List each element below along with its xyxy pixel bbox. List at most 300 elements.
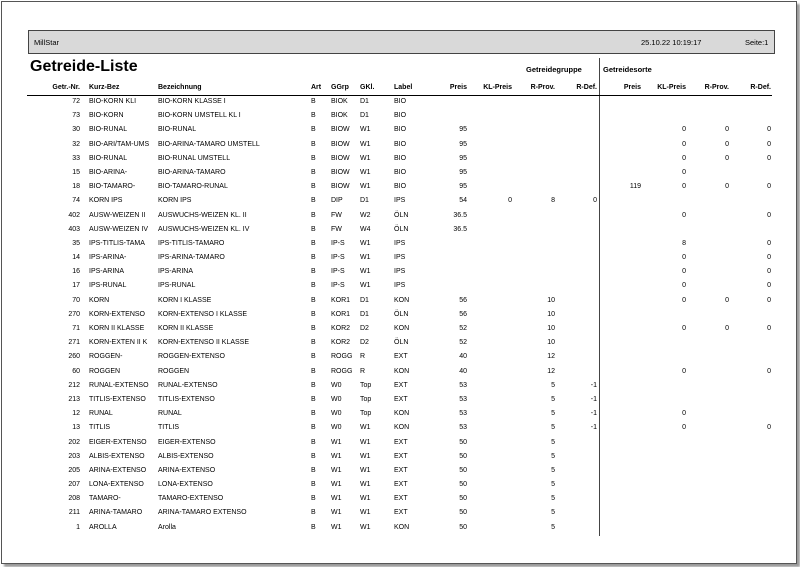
print-datetime: 25.10.22 10:19:17: [641, 38, 702, 47]
cell-r-prov: 5: [551, 495, 555, 503]
cell-kurz: IPS-TITLIS-TAMA: [89, 239, 145, 247]
cell-r-prov: 5: [551, 395, 555, 403]
cell-sorte-preis: 119: [629, 183, 641, 191]
cell-gkl: W4: [360, 225, 371, 233]
cell-ggrp: W1: [331, 481, 342, 489]
cell-preis: 95: [459, 126, 467, 134]
cell-sorte-r-prov: 0: [725, 296, 729, 304]
cell-preis: 53: [459, 395, 467, 403]
cell-ggrp: DIP: [331, 197, 343, 205]
cell-r-prov: 12: [547, 353, 555, 361]
cell-nr: 32: [72, 140, 80, 148]
cell-art: B: [311, 395, 316, 403]
cell-art: B: [311, 381, 316, 389]
cell-bez: IPS-ARINA: [158, 268, 194, 276]
cell-art: B: [311, 509, 316, 517]
cell-preis: 56: [459, 310, 467, 318]
cell-label: EXT: [394, 381, 408, 389]
cell-sorte-kl-preis: 0: [682, 410, 686, 418]
cell-nr: 202: [68, 438, 80, 446]
cell-ggrp: BIOW: [331, 168, 350, 176]
cell-art: B: [311, 438, 316, 446]
table-row: [0, 265, 800, 279]
table-row: [0, 379, 800, 393]
cell-ggrp: KOR2: [331, 339, 351, 347]
cell-nr: 205: [68, 466, 80, 474]
cell-sorte-r-def: 0: [767, 367, 771, 375]
cell-kurz: TITLIS-EXTENSO: [89, 395, 146, 403]
cell-bez: IPS-RUNAL: [158, 282, 196, 290]
cell-r-prov: 5: [551, 410, 555, 418]
cell-gkl: Top: [360, 395, 372, 403]
cell-label: IPS: [394, 197, 406, 205]
cell-art: B: [311, 466, 316, 474]
table-row: [0, 365, 800, 379]
table-row: [0, 308, 800, 322]
cell-preis: 95: [459, 168, 467, 176]
cell-ggrp: KOR1: [331, 310, 351, 318]
col-header-sorte-kl-preis: KL-Preis: [657, 84, 686, 91]
cell-label: KON: [394, 367, 410, 375]
cell-sorte-kl-preis: 0: [682, 268, 686, 276]
cell-r-prov: 10: [547, 310, 555, 318]
col-header-sorte-preis: Preis: [623, 84, 641, 91]
cell-label: BIO: [394, 168, 407, 176]
cell-gkl: R: [360, 353, 366, 361]
cell-bez: AUSWUCHS-WEIZEN KL. IV: [158, 225, 250, 233]
cell-label: IPS: [394, 254, 406, 262]
cell-sorte-kl-preis: 0: [682, 325, 686, 332]
cell-label: BIO: [394, 126, 407, 134]
cell-gkl: D2: [360, 325, 369, 332]
cell-ggrp: ROGG: [331, 367, 353, 375]
cell-gkl: W1: [360, 140, 371, 148]
cell-nr: 12: [72, 410, 80, 418]
cell-nr: 13: [72, 424, 80, 432]
table-row: [0, 138, 800, 152]
table-row: [0, 123, 800, 137]
cell-bez: BIO-ARINA-TAMARO UMSTELL: [158, 140, 260, 148]
cell-sorte-r-def: 0: [767, 254, 771, 262]
cell-bez: TITLIS-EXTENSO: [158, 395, 215, 403]
cell-kurz: BIO-RUNAL: [89, 126, 128, 134]
cell-kurz: BIO-KORN KLI: [89, 98, 137, 105]
cell-art: B: [311, 225, 316, 233]
cell-sorte-kl-preis: 0: [682, 282, 686, 290]
cell-ggrp: ROGG: [331, 353, 353, 361]
cell-r-prov: 10: [547, 339, 555, 347]
cell-preis: 53: [459, 381, 467, 389]
cell-gkl: W1: [360, 126, 371, 134]
cell-nr: 72: [72, 98, 80, 105]
cell-sorte-r-def: 0: [767, 296, 771, 304]
cell-ggrp: BIOW: [331, 154, 350, 162]
cell-label: KON: [394, 325, 410, 332]
cell-bez: BIO-TAMARO-RUNAL: [158, 183, 228, 191]
cell-preis: 40: [459, 367, 467, 375]
cell-ggrp: W1: [331, 466, 342, 474]
cell-label: KON: [394, 523, 410, 531]
cell-kurz: BIO-KORN: [89, 112, 124, 120]
cell-label: EXT: [394, 495, 408, 503]
cell-preis: 50: [459, 452, 467, 460]
cell-kurz: AUSW-WEIZEN II: [89, 211, 146, 219]
cell-ggrp: BIOW: [331, 183, 350, 191]
cell-sorte-r-def: 0: [767, 325, 771, 332]
cell-bez: ROGGEN-EXTENSO: [158, 353, 225, 361]
cell-kl-preis: 0: [508, 197, 512, 205]
cell-preis: 36.5: [453, 225, 467, 233]
col-header-r-def: R-Def.: [576, 84, 597, 91]
cell-preis: 50: [459, 509, 467, 517]
cell-sorte-kl-preis: 0: [682, 126, 686, 134]
cell-art: B: [311, 140, 316, 148]
table-row: [0, 109, 800, 123]
table-row: [0, 294, 800, 308]
cell-bez: RUNAL-EXTENSO: [158, 381, 218, 389]
cell-art: B: [311, 183, 316, 191]
cell-kurz: BIO-ARI/TAM-UMS: [89, 140, 150, 148]
cell-nr: 203: [68, 452, 80, 460]
cell-r-prov: 5: [551, 424, 555, 432]
cell-ggrp: W0: [331, 424, 342, 432]
cell-preis: 52: [459, 325, 467, 332]
cell-label: EXT: [394, 438, 408, 446]
cell-label: BIO: [394, 154, 407, 162]
cell-nr: 212: [68, 381, 80, 389]
cell-kurz: BIO-RUNAL: [89, 154, 128, 162]
cell-gkl: R: [360, 367, 366, 375]
cell-label: ÖLN: [394, 339, 409, 347]
table-row: [0, 506, 800, 520]
cell-bez: KORN-EXTENSO II KLASSE: [158, 339, 250, 347]
cell-preis: 50: [459, 495, 467, 503]
cell-kurz: KORN: [89, 296, 110, 304]
cell-r-def: -1: [590, 381, 597, 389]
cell-art: B: [311, 495, 316, 503]
table-row: [0, 95, 800, 109]
cell-sorte-r-prov: 0: [725, 183, 729, 191]
col-header-kurz: Kurz-Bez: [89, 84, 120, 91]
cell-gkl: W1: [360, 466, 371, 474]
cell-art: B: [311, 310, 316, 318]
cell-preis: 95: [459, 154, 467, 162]
cell-r-prov: 5: [551, 381, 555, 389]
cell-bez: ARINA-EXTENSO: [158, 466, 216, 474]
cell-bez: IPS-TITLIS-TAMARO: [158, 239, 225, 247]
table-row: [0, 464, 800, 478]
cell-sorte-kl-preis: 8: [682, 239, 686, 247]
cell-art: B: [311, 296, 316, 304]
cell-art: B: [311, 424, 316, 432]
cell-kurz: BIO-TAMARO-: [89, 183, 136, 191]
cell-preis: 54: [459, 197, 467, 205]
cell-sorte-kl-preis: 0: [682, 211, 686, 219]
cell-label: IPS: [394, 239, 406, 247]
cell-art: B: [311, 126, 316, 134]
cell-bez: BIO-RUNAL UMSTELL: [158, 154, 231, 162]
cell-sorte-r-def: 0: [767, 239, 771, 247]
table-row: [0, 450, 800, 464]
cell-sorte-r-def: 0: [767, 268, 771, 276]
table-row: [0, 279, 800, 293]
cell-ggrp: FW: [331, 211, 342, 219]
cell-bez: KORN-EXTENSO I KLASSE: [158, 310, 248, 318]
cell-kurz: TITLIS: [89, 424, 111, 432]
cell-nr: 402: [68, 211, 80, 219]
cell-gkl: D2: [360, 339, 369, 347]
cell-preis: 50: [459, 438, 467, 446]
table-row: [0, 350, 800, 364]
cell-art: B: [311, 112, 316, 120]
cell-r-prov: 10: [547, 296, 555, 304]
cell-bez: KORN IPS: [158, 197, 192, 205]
cell-art: B: [311, 154, 316, 162]
cell-nr: 207: [68, 481, 80, 489]
cell-kurz: AUSW-WEIZEN IV: [89, 225, 148, 233]
cell-gkl: D1: [360, 98, 369, 105]
cell-preis: 53: [459, 410, 467, 418]
cell-r-prov: 5: [551, 523, 555, 531]
cell-label: IPS: [394, 268, 406, 276]
cell-nr: 18: [72, 183, 80, 191]
col-header-r-prov: R-Prov.: [530, 84, 555, 91]
cell-kurz: ARINA-TAMARO: [89, 509, 143, 517]
cell-r-def: -1: [590, 410, 597, 418]
cell-label: EXT: [394, 509, 408, 517]
cell-label: BIO: [394, 140, 407, 148]
cell-label: EXT: [394, 466, 408, 474]
cell-ggrp: W0: [331, 395, 342, 403]
cell-r-prov: 5: [551, 438, 555, 446]
cell-nr: 74: [72, 197, 80, 205]
cell-art: B: [311, 452, 316, 460]
cell-sorte-r-prov: 0: [725, 126, 729, 134]
cell-gkl: W1: [360, 481, 371, 489]
cell-preis: 40: [459, 353, 467, 361]
cell-sorte-kl-preis: 0: [682, 154, 686, 162]
cell-preis: 95: [459, 183, 467, 191]
cell-art: B: [311, 481, 316, 489]
cell-ggrp: W1: [331, 452, 342, 460]
cell-bez: AUSWUCHS-WEIZEN KL. II: [158, 211, 247, 219]
cell-bez: RUNAL: [158, 410, 182, 418]
cell-label: BIO: [394, 112, 407, 120]
page-number: Seite:1: [745, 38, 769, 47]
cell-ggrp: W1: [331, 523, 342, 531]
cell-gkl: W1: [360, 495, 371, 503]
col-header-art: Art: [311, 84, 322, 91]
cell-ggrp: W0: [331, 410, 342, 418]
cell-preis: 95: [459, 140, 467, 148]
cell-bez: ALBIS-EXTENSO: [158, 452, 214, 460]
cell-nr: 33: [72, 154, 80, 162]
cell-ggrp: IP-S: [331, 239, 345, 247]
cell-nr: 30: [72, 126, 80, 134]
cell-kurz: KORN II KLASSE: [89, 325, 145, 332]
cell-kurz: AROLLA: [89, 523, 117, 531]
cell-sorte-r-def: 0: [767, 282, 771, 290]
cell-gkl: W1: [360, 239, 371, 247]
cell-bez: IPS-ARINA-TAMARO: [158, 254, 225, 262]
col-header-ggrp: GGrp: [331, 84, 349, 91]
table-row: [0, 180, 800, 194]
cell-ggrp: W1: [331, 509, 342, 517]
cell-bez: ARINA-TAMARO EXTENSO: [158, 509, 247, 517]
cell-sorte-kl-preis: 0: [682, 367, 686, 375]
cell-art: B: [311, 410, 316, 418]
table-row: [0, 251, 800, 265]
table-row: [0, 223, 800, 237]
cell-art: B: [311, 325, 316, 332]
cell-gkl: W1: [360, 523, 371, 531]
cell-kurz: KORN-EXTENSO: [89, 310, 146, 318]
cell-sorte-r-def: 0: [767, 154, 771, 162]
cell-r-prov: 5: [551, 452, 555, 460]
cell-bez: ROGGEN: [158, 367, 190, 375]
cell-gkl: Top: [360, 410, 372, 418]
cell-sorte-r-def: 0: [767, 424, 771, 432]
cell-label: EXT: [394, 395, 408, 403]
cell-label: ÖLN: [394, 225, 409, 233]
cell-bez: LONA-EXTENSO: [158, 481, 213, 489]
cell-kurz: ROGGEN-: [89, 353, 123, 361]
col-header-sorte-r-prov: R-Prov.: [704, 84, 729, 91]
cell-r-prov: 5: [551, 466, 555, 474]
cell-kurz: RUNAL-EXTENSO: [89, 381, 149, 389]
cell-gkl: W1: [360, 424, 371, 432]
cell-kurz: ARINA-EXTENSO: [89, 466, 147, 474]
table-row: [0, 152, 800, 166]
table-row: [0, 521, 800, 535]
cell-nr: 213: [68, 395, 80, 403]
cell-label: KON: [394, 424, 410, 432]
table-row: [0, 194, 800, 208]
col-header-label: Label: [394, 84, 413, 91]
cell-art: B: [311, 98, 316, 105]
cell-art: B: [311, 523, 316, 531]
cell-art: B: [311, 254, 316, 262]
cell-gkl: W1: [360, 282, 371, 290]
app-name: MillStar: [34, 38, 60, 47]
cell-bez: KORN I KLASSE: [158, 296, 212, 304]
col-header-sorte-r-def: R-Def.: [750, 84, 771, 91]
cell-ggrp: BIOW: [331, 126, 350, 134]
cell-label: BIO: [394, 183, 407, 191]
table-row: [0, 336, 800, 350]
cell-sorte-r-prov: 0: [725, 325, 729, 332]
cell-kurz: BIO-ARINA-: [89, 168, 128, 176]
cell-gkl: D1: [360, 310, 369, 318]
cell-label: EXT: [394, 353, 408, 361]
cell-nr: 208: [68, 495, 80, 503]
cell-bez: BIO-ARINA-TAMARO: [158, 168, 226, 176]
report-title: Getreide-Liste: [30, 58, 138, 75]
cell-nr: 271: [68, 339, 80, 347]
cell-nr: 260: [68, 353, 80, 361]
cell-gkl: Top: [360, 381, 372, 389]
cell-art: B: [311, 197, 316, 205]
cell-nr: 16: [72, 268, 80, 276]
cell-kurz: ALBIS-EXTENSO: [89, 452, 145, 460]
cell-kurz: IPS-ARINA-: [89, 254, 127, 262]
cell-r-prov: 12: [547, 367, 555, 375]
cell-ggrp: BIOW: [331, 140, 350, 148]
col-header-preis: Preis: [449, 84, 467, 91]
cell-bez: KORN II KLASSE: [158, 325, 214, 332]
cell-gkl: D1: [360, 112, 369, 120]
cell-sorte-r-prov: 0: [725, 140, 729, 148]
cell-ggrp: W1: [331, 495, 342, 503]
cell-nr: 403: [68, 225, 80, 233]
cell-art: B: [311, 168, 316, 176]
cell-gkl: W1: [360, 154, 371, 162]
cell-ggrp: FW: [331, 225, 342, 233]
cell-ggrp: BIOK: [331, 98, 348, 105]
cell-art: B: [311, 282, 316, 290]
column-headers: [0, 83, 800, 95]
cell-r-prov: 10: [547, 325, 555, 332]
cell-label: IPS: [394, 282, 406, 290]
cell-gkl: D1: [360, 197, 369, 205]
cell-sorte-r-prov: 0: [725, 154, 729, 162]
cell-art: B: [311, 211, 316, 219]
group-label-getreidegruppe: Getreidegruppe: [526, 65, 582, 74]
cell-bez: BIO-KORN UMSTELL KL I: [158, 112, 241, 120]
cell-label: EXT: [394, 452, 408, 460]
cell-sorte-kl-preis: 0: [682, 140, 686, 148]
cell-bez: TAMARO-EXTENSO: [158, 495, 224, 503]
cell-sorte-kl-preis: 0: [682, 168, 686, 176]
cell-gkl: W1: [360, 268, 371, 276]
col-header-gkl: GKl.: [360, 84, 375, 91]
cell-sorte-r-def: 0: [767, 140, 771, 148]
cell-bez: TITLIS: [158, 424, 180, 432]
cell-nr: 70: [72, 296, 80, 304]
cell-art: B: [311, 339, 316, 347]
cell-kurz: EIGER-EXTENSO: [89, 438, 147, 446]
cell-kurz: TAMARO-: [89, 495, 121, 503]
table-row: [0, 237, 800, 251]
cell-ggrp: W1: [331, 438, 342, 446]
group-label-getreidesorte: Getreidesorte: [603, 65, 652, 74]
cell-ggrp: KOR1: [331, 296, 351, 304]
cell-nr: 15: [72, 168, 80, 176]
cell-nr: 14: [72, 254, 80, 262]
cell-gkl: W1: [360, 254, 371, 262]
cell-preis: 50: [459, 466, 467, 474]
table-body: [0, 95, 800, 535]
cell-art: B: [311, 268, 316, 276]
col-header-bez: Bezeichnung: [158, 84, 202, 91]
cell-nr: 73: [72, 112, 80, 120]
cell-preis: 52: [459, 339, 467, 347]
table-row: [0, 393, 800, 407]
cell-label: EXT: [394, 481, 408, 489]
cell-preis: 56: [459, 296, 467, 304]
cell-preis: 36.5: [453, 211, 467, 219]
cell-label: KON: [394, 410, 410, 418]
cell-preis: 50: [459, 481, 467, 489]
cell-ggrp: IP-S: [331, 254, 345, 262]
report-header: [28, 30, 775, 54]
cell-art: B: [311, 353, 316, 361]
table-row: [0, 322, 800, 336]
cell-nr: 270: [68, 310, 80, 318]
cell-kurz: KORN-EXTEN II K: [89, 339, 148, 347]
cell-gkl: D1: [360, 296, 369, 304]
cell-sorte-r-def: 0: [767, 183, 771, 191]
